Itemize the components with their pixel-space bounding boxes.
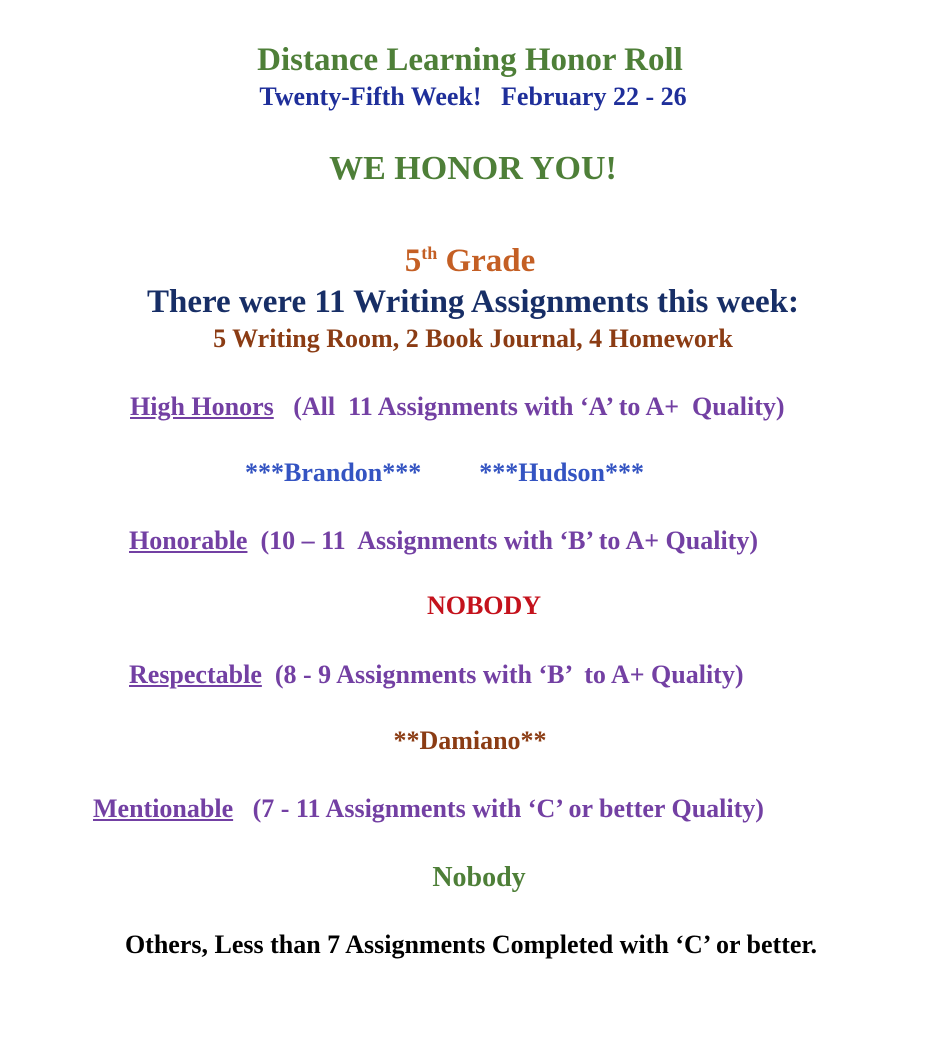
week-subtitle: Twenty-Fifth Week! February 22 - 26 xyxy=(259,82,687,111)
mentionable-criteria: (7 - 11 Assignments with ‘C’ or better Quality) xyxy=(252,794,764,823)
mentionable-row xyxy=(93,796,946,822)
grade-heading xyxy=(0,244,943,278)
mentionable-label: Mentionable xyxy=(93,794,234,823)
honor-heading: WE HONOR YOU! xyxy=(329,150,617,187)
grade-number: 5 xyxy=(404,243,422,279)
mentionable-result: Nobody xyxy=(432,862,526,893)
page-title: Distance Learning Honor Roll xyxy=(257,42,683,78)
high-honors-label: High Honors xyxy=(130,392,274,421)
assignments-breakdown: 5 Writing Room, 2 Book Journal, 4 Homework xyxy=(213,324,733,353)
respectable-criteria: (8 - 9 Assignments with ‘B’ to A+ Quality) xyxy=(274,660,744,689)
honorable-label: Honorable xyxy=(129,526,248,555)
honoree-name: ***Hudson*** xyxy=(479,458,644,487)
assignments-summary: There were 11 Writing Assignments this week: xyxy=(146,284,800,320)
high-honors-row xyxy=(130,394,946,420)
honoree-name: ***Brandon*** xyxy=(245,458,422,487)
honorable-result: NOBODY xyxy=(426,591,542,620)
high-honors-criteria: (All 11 Assignments with ‘A’ to A+ Quality) xyxy=(293,392,785,421)
grade-label: Grade xyxy=(445,243,536,279)
honorable-row xyxy=(129,528,946,554)
respectable-label: Respectable xyxy=(129,660,262,689)
grade-suffix: th xyxy=(421,243,438,263)
others-note: Others, Less than 7 Assignments Completed with ‘C’ or better. xyxy=(124,930,818,959)
respectable-result: **Damiano** xyxy=(393,726,547,755)
high-honors-names xyxy=(245,460,946,486)
honorable-criteria: (10 – 11 Assignments with ‘B’ to A+ Quality) xyxy=(260,526,758,555)
respectable-row xyxy=(129,662,946,688)
